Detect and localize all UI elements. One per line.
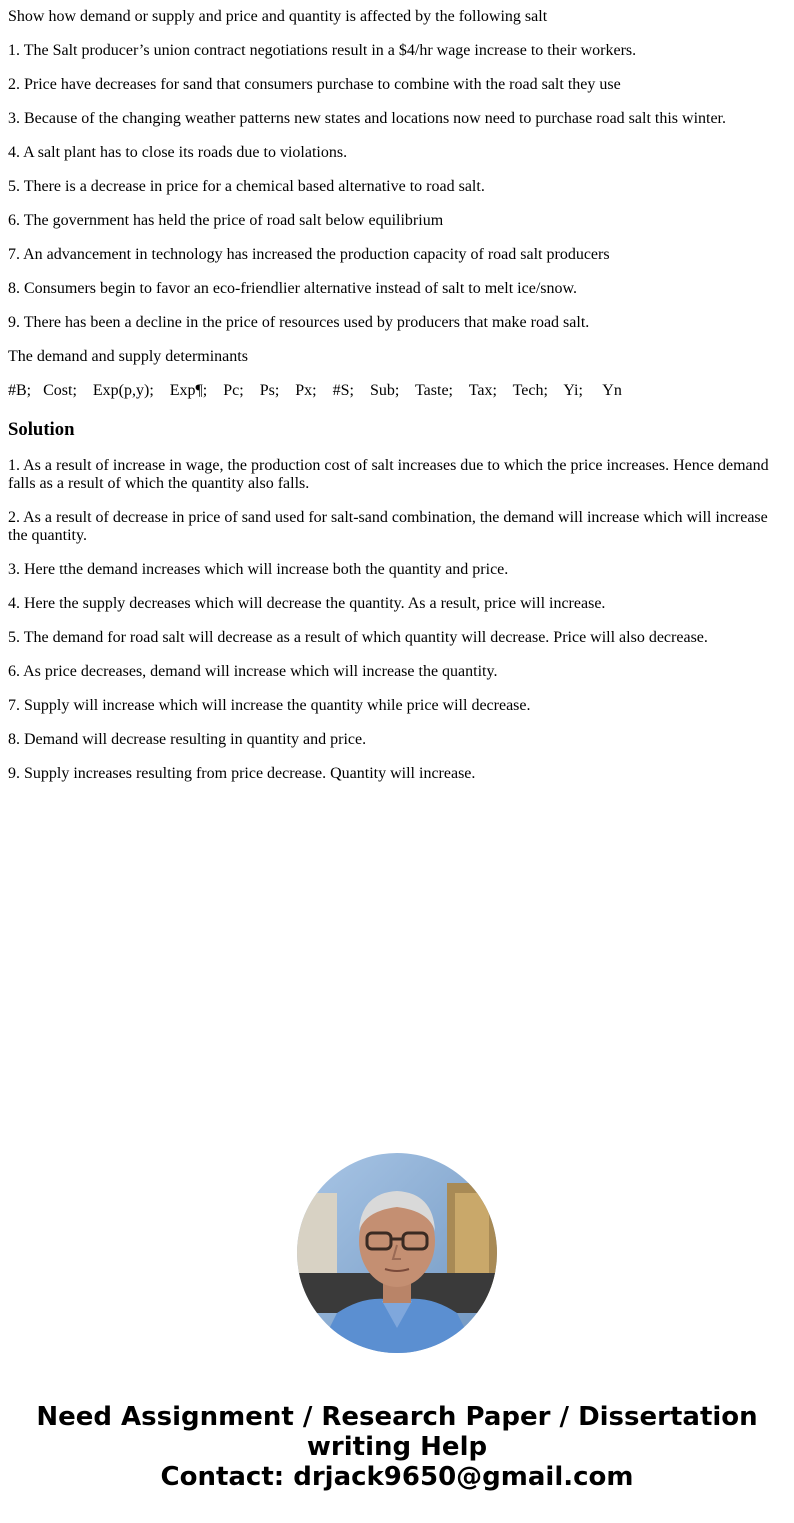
question-item: 1. The Salt producer’s union contract negotiations result in a $4/hr wage increase to their workers. — [8, 42, 637, 59]
solution-item: 3. Here tthe demand increases which will increase both the quantity and price. — [8, 561, 509, 578]
document — [8, 8, 786, 799]
determinants-list: #B; Cost; Exp(p,y); Exp¶; Pc; Ps; Px; #S; Sub; Taste; Tax; Tech; Yi; Yn — [8, 382, 622, 399]
determinants-label: The demand and supply determinants — [8, 348, 248, 365]
solution-item: 4. Here the supply decreases which will decrease the quantity. As a result, price will increase. — [8, 595, 606, 612]
promo-banner — [0, 1402, 794, 1492]
solution-item: 9. Supply increases resulting from price decrease. Quantity will increase. — [8, 765, 476, 782]
question-item: 5. There is a decrease in price for a chemical based alternative to road salt. — [8, 178, 485, 195]
solution-list — [8, 457, 786, 783]
author-avatar — [297, 1153, 497, 1353]
question-item: 3. Because of the changing weather patterns new states and locations now need to purchase road salt this winter. — [8, 110, 726, 127]
question-item: 6. The government has held the price of road salt below equilibrium — [8, 212, 444, 229]
question-list — [8, 42, 786, 332]
solution-heading: Solution — [8, 419, 75, 440]
solution-item: 1. As a result of increase in wage, the production cost of salt increases due to which the price increases. Hence demand falls as a result of which the quantity also falls. — [8, 457, 769, 492]
solution-item: 8. Demand will decrease resulting in quantity and price. — [8, 731, 367, 748]
solution-item: 6. As price decreases, demand will increase which will increase the quantity. — [8, 663, 498, 680]
question-item: 2. Price have decreases for sand that consumers purchase to combine with the road salt they use — [8, 76, 621, 93]
question-intro: Show how demand or supply and price and quantity is affected by the following salt — [8, 8, 548, 25]
promo-line-2: writing Help — [306, 1432, 488, 1462]
promo-line-1: Need Assignment / Research Paper / Dissertation — [36, 1402, 758, 1432]
promo-contact: Contact: drjack9650@gmail.com — [160, 1462, 634, 1492]
author-portrait-image — [297, 1153, 497, 1353]
question-item: 7. An advancement in technology has increased the production capacity of road salt producers — [8, 246, 610, 263]
solution-item: 2. As a result of decrease in price of sand used for salt-sand combination, the demand will increase which will increase the quantity. — [8, 509, 768, 544]
question-item: 9. There has been a decline in the price of resources used by producers that make road salt. — [8, 314, 590, 331]
question-item: 8. Consumers begin to favor an eco-friendlier alternative instead of salt to melt ice/snow. — [8, 280, 578, 297]
solution-item: 7. Supply will increase which will increase the quantity while price will decrease. — [8, 697, 531, 714]
question-item: 4. A salt plant has to close its roads due to violations. — [8, 144, 348, 161]
solution-item: 5. The demand for road salt will decrease as a result of which quantity will decrease. Price will also decrease. — [8, 629, 708, 646]
